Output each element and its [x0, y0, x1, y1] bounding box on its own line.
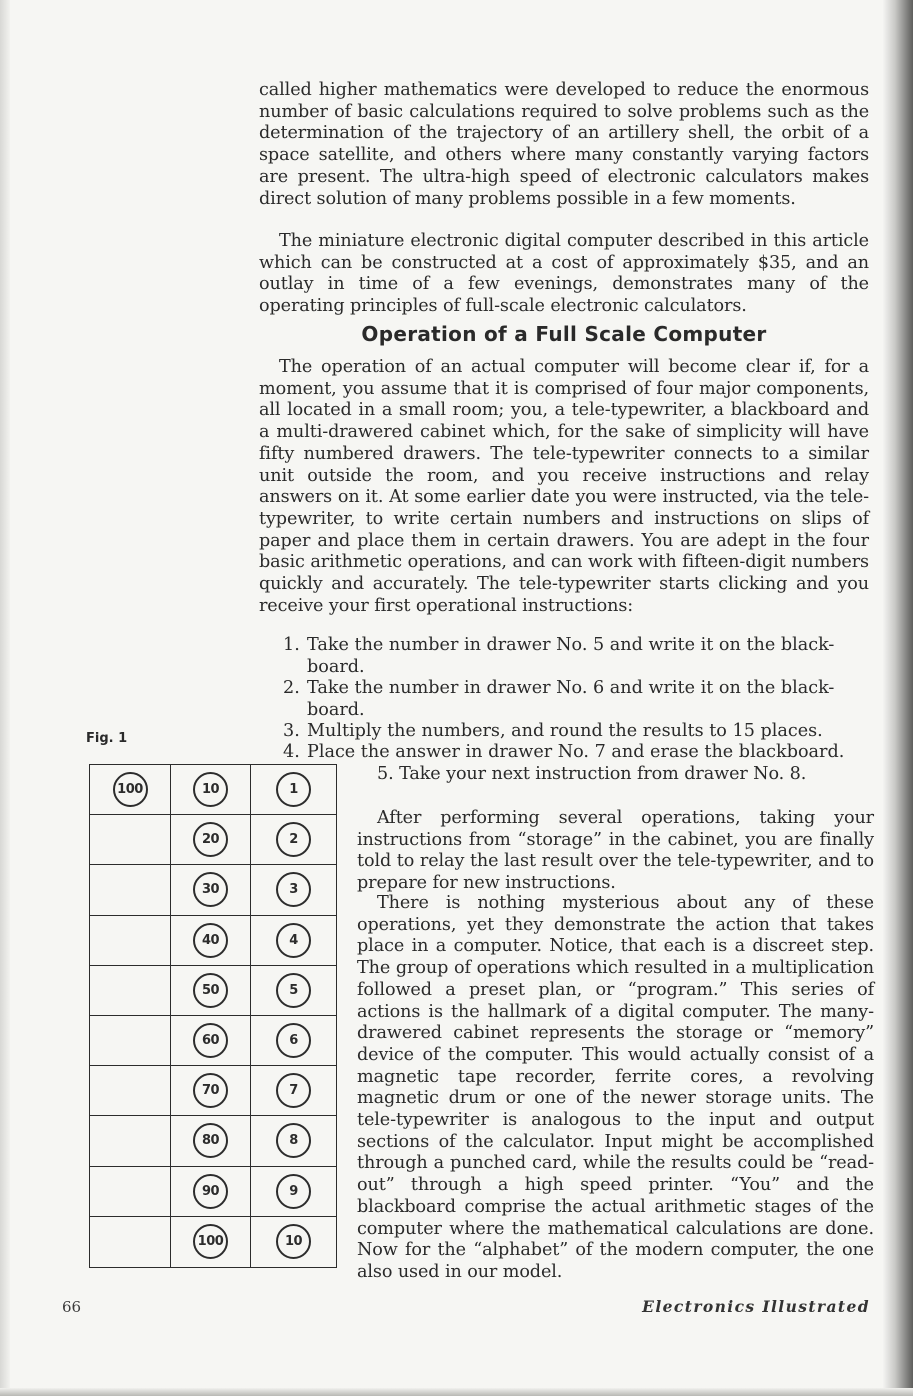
- instruction-item-3: 3. Multiply the numbers, and round the results to 15 places.: [283, 721, 823, 741]
- numbered-circle-icon: 7: [276, 1073, 311, 1108]
- figure-cell: [251, 1066, 336, 1116]
- figure-cell: [171, 1116, 251, 1166]
- numbered-circle-icon: 30: [193, 872, 228, 907]
- figure-1-drawer-grid: [89, 764, 337, 1268]
- numbered-circle-icon: 100: [113, 772, 148, 807]
- numbered-circle-icon: 2: [276, 822, 311, 857]
- section-heading: Operation of a Full Scale Computer: [361, 322, 767, 346]
- paragraph-text: The operation of an actual computer will become clear if, for a moment, you assume that it is comprised of four major components, all located in a small room; you, a tele-typewriter, a blackboard and a multi-drawered cabinet which, for the sake of simplicity will have fifty numbered drawers. The tele-typewriter connects to a similar unit outside the room, and you receive instructions and relay answers on it. At some earlier date you were instructed, via the tele-typewriter, to write certain numbers and instructions on slips of paper and place them in certain drawers. You are adept in the four basic arithmetic operations, and can work with fifteen-digit numbers quickly and accurately. The tele-typewriter starts clicking and you receive your first operational instructions:: [259, 357, 869, 616]
- figure-cell: [90, 1167, 171, 1217]
- page-gutter-shadow: [0, 0, 10, 1396]
- figure-cell: [251, 765, 336, 815]
- figure-cell: [171, 1217, 251, 1267]
- figure-cell: [171, 1167, 251, 1217]
- numbered-circle-icon: 9: [276, 1174, 311, 1209]
- page-bottom-edge: [0, 1388, 913, 1396]
- figure-cell: [90, 1066, 171, 1116]
- figure-cell: [90, 1116, 171, 1166]
- numbered-circle-icon: 90: [193, 1174, 228, 1209]
- numbered-circle-icon: 80: [193, 1123, 228, 1158]
- numbered-circle-icon: 50: [193, 973, 228, 1008]
- figure-cell: [171, 1016, 251, 1066]
- figure-cell: [171, 815, 251, 865]
- figure-cell: [90, 1217, 171, 1267]
- paragraph-text: There is nothing mysterious about any of these operations, yet they demonstrate the action that takes place in a computer. Notice, that each is a discreet step. The group of operations which resulted in a multiplication followed a preset plan, or “program.” This series of actions is the hallmark of a digital computer. The many-drawered cabinet represents the storage or “memory” device of the computer. This would actually consist of a magnetic tape recorder, ferrite cores, a revolving magnetic drum or one of the newer storage units. The tele-typewriter is analogous to the input and output sections of the calculator. Input might be accomplished through a punched card, while the results could be “read-out” through a high speed printer. “You” and the blackboard comprise the actual arithmetic stages of the computer where the mathematical calculations are done. Now for the “alphabet” of the modern computer, the one also used in our model.: [357, 893, 874, 1282]
- instruction-item-4: 4. Place the answer in drawer No. 7 and erase the blackboard.: [283, 742, 845, 762]
- instruction-item-5: 5. Take your next instruction from drawer No. 8.: [377, 764, 807, 784]
- page-edge-shadow: [883, 0, 913, 1396]
- numbered-circle-icon: 40: [193, 923, 228, 958]
- numbered-circle-icon: 4: [276, 923, 311, 958]
- intro-paragraph-1: [259, 80, 869, 210]
- instruction-item-1: 1. Take the number in drawer No. 5 and write it on the black- board.: [283, 635, 835, 677]
- section-paragraph: [259, 357, 869, 617]
- figure-cell: [251, 865, 336, 915]
- figure-cell: [251, 815, 336, 865]
- numbered-circle-icon: 8: [276, 1123, 311, 1158]
- instruction-item-2: 2. Take the number in drawer No. 6 and write it on the black- board.: [283, 678, 835, 720]
- figure-cell: [90, 765, 171, 815]
- numbered-circle-icon: 5: [276, 973, 311, 1008]
- numbered-circle-icon: 60: [193, 1023, 228, 1058]
- figure-cell: [251, 1016, 336, 1066]
- numbered-circle-icon: 20: [193, 822, 228, 857]
- paragraph-text: The miniature electronic digital computer described in this article which can be constructed at a cost of approximately $35, and an outlay in time of a few evenings, demonstrates many of the operating principles of full-scale electronic calculators.: [259, 231, 869, 317]
- numbered-circle-icon: 10: [193, 772, 228, 807]
- numbered-circle-icon: 3: [276, 872, 311, 907]
- numbered-circle-icon: 100: [193, 1224, 228, 1259]
- paragraph-text: called higher mathematics were developed to reduce the enormous number of basic calculations required to solve problems such as the determination of the trajectory of an artillery shell, the orbit of a space satellite, and others where many constantly varying factors are present. The ultra-high speed of electronic calculators makes direct solution of many problems possible in a few moments.: [259, 80, 869, 209]
- figure-cell: [90, 865, 171, 915]
- figure-cell: [90, 1016, 171, 1066]
- paragraph-text: After performing several operations, taking your instructions from “storage” in the cabinet, you are finally told to relay the last result over the tele-typewriter, and to prepare for new instructions.: [357, 808, 874, 894]
- magazine-title: Electronics Illustrated: [642, 1297, 870, 1316]
- figure-cell: [171, 916, 251, 966]
- figure-cell: [251, 966, 336, 1016]
- figure-cell: [171, 865, 251, 915]
- figure-cell: [171, 1066, 251, 1116]
- page-number: 66: [62, 1298, 82, 1316]
- numbered-circle-icon: 1: [276, 772, 311, 807]
- right-paragraph-2: [357, 893, 874, 1284]
- figure-cell: [90, 916, 171, 966]
- figure-cell: [171, 765, 251, 815]
- right-paragraph-1: [357, 808, 874, 895]
- numbered-circle-icon: 6: [276, 1023, 311, 1058]
- intro-paragraph-2: [259, 231, 869, 318]
- figure-cell: [251, 1167, 336, 1217]
- figure-cell: [90, 815, 171, 865]
- figure-cell: [251, 916, 336, 966]
- figure-cell: [171, 966, 251, 1016]
- numbered-circle-icon: 10: [276, 1224, 311, 1259]
- figure-cell: [90, 966, 171, 1016]
- figure-cell: [251, 1116, 336, 1166]
- figure-cell: [251, 1217, 336, 1267]
- figure-label: Fig. 1: [86, 731, 128, 746]
- numbered-circle-icon: 70: [193, 1073, 228, 1108]
